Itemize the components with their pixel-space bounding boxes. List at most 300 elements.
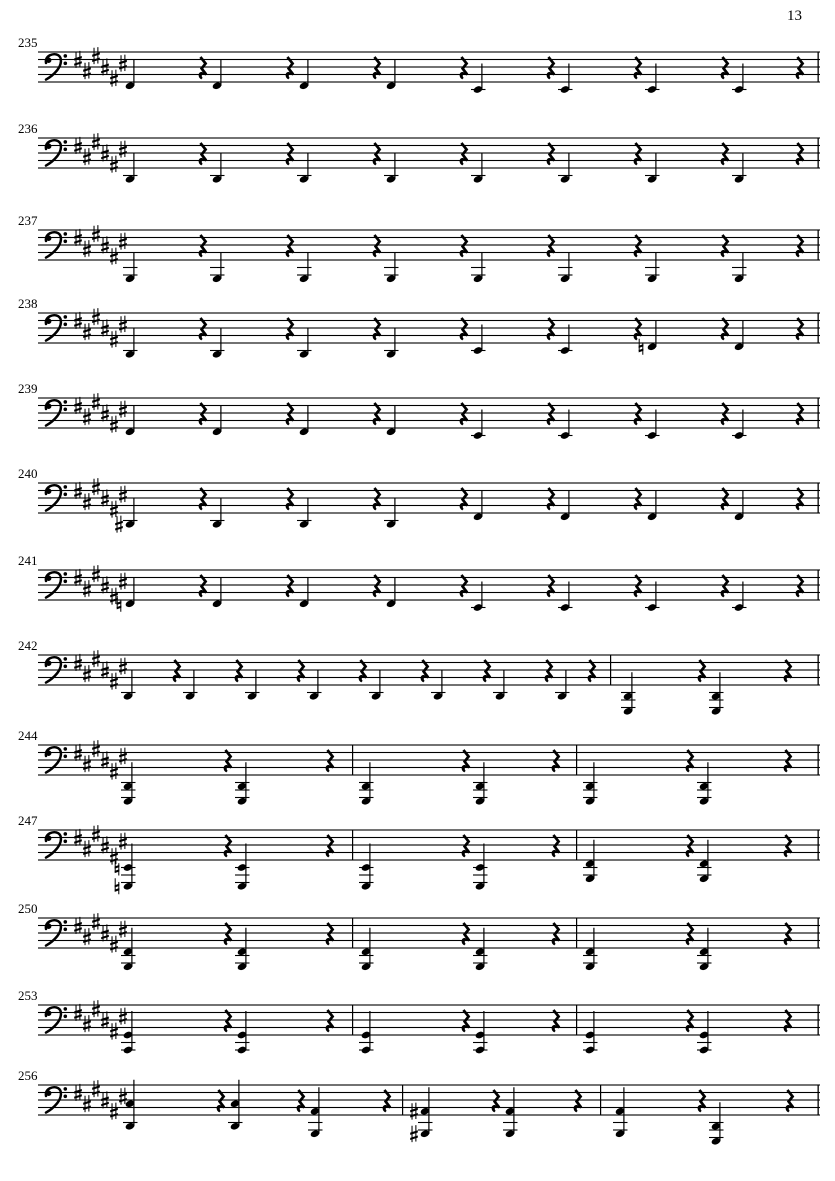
sharp-icon: [119, 55, 127, 72]
note-stem: [707, 928, 708, 967]
quarter-rest-icon: [687, 835, 694, 857]
note-stem: [307, 578, 308, 604]
ledger-line: [235, 874, 250, 875]
sharp-icon: [119, 573, 127, 590]
note-stem: [131, 844, 132, 887]
quarter-rest-icon: [461, 143, 468, 165]
staff-line: [38, 497, 820, 498]
quarter-rest-icon: [200, 403, 207, 425]
staff-line: [38, 312, 820, 313]
sharp-icon: [83, 1095, 91, 1112]
note-stem: [394, 328, 395, 354]
measure-number: 235: [18, 35, 38, 50]
quarter-rest-icon: [200, 318, 207, 340]
sharp-icon: [119, 748, 127, 765]
ledger-line: [245, 692, 260, 693]
quarter-rest-icon: [218, 1090, 225, 1112]
sharp-icon: [110, 936, 118, 953]
quarter-rest-icon: [374, 235, 381, 257]
ledger-line: [297, 267, 312, 268]
ledger-line: [121, 782, 136, 783]
note-stem: [307, 498, 308, 524]
sharp-icon: [83, 840, 91, 857]
ledger-line: [210, 274, 225, 275]
quarter-note: [210, 253, 225, 284]
quarter-rest-icon: [298, 1090, 305, 1112]
quarter-note: [645, 582, 660, 613]
sharp-icon: [92, 308, 100, 325]
sharp-icon: [83, 408, 91, 425]
staff-line: [38, 397, 820, 398]
ledger-line: [709, 699, 724, 700]
note-stem: [568, 325, 569, 351]
sharp-icon: [92, 478, 100, 495]
ledger-line: [123, 520, 138, 521]
note-stem: [707, 762, 708, 801]
quarter-rest-icon: [575, 1090, 582, 1112]
chord: [235, 928, 250, 972]
chord: [503, 1087, 518, 1138]
ledger-line: [613, 1129, 628, 1130]
note-stem: [568, 153, 569, 179]
system-239: [18, 381, 820, 440]
final-barline: [818, 398, 819, 428]
note-stem: [481, 153, 482, 179]
note-stem: [742, 410, 743, 436]
quarter-rest-icon: [327, 835, 334, 857]
ledger-line: [210, 267, 225, 268]
staff-line: [38, 59, 820, 60]
ledger-line: [123, 175, 138, 176]
quarter-rest-icon: [785, 835, 792, 857]
system-235: [18, 35, 820, 94]
note-stem: [245, 844, 246, 887]
final-barline: [818, 655, 819, 685]
note-stem: [307, 153, 308, 179]
chord: [697, 1011, 712, 1055]
staff-line: [38, 259, 820, 260]
note-stem: [307, 253, 308, 279]
quarter-rest-icon: [553, 923, 560, 945]
note-stem: [593, 762, 594, 801]
ledger-line: [558, 267, 573, 268]
staff-line: [38, 1019, 820, 1020]
note-stem: [655, 321, 656, 347]
sharp-icon: [83, 323, 91, 340]
ledger-line: [709, 707, 724, 708]
note-stem: [719, 1102, 720, 1141]
note-stem: [394, 60, 395, 86]
ledger-line: [359, 955, 374, 956]
quarter-note: [732, 253, 747, 284]
ledger-line: [621, 699, 636, 700]
note-stem: [655, 64, 656, 90]
quarter-rest-icon: [225, 835, 232, 857]
note-stem: [131, 1011, 132, 1050]
barline: [610, 655, 611, 685]
quarter-rest-icon: [722, 575, 729, 597]
quarter-note: [117, 578, 136, 612]
sharp-icon: [92, 650, 100, 667]
chord: [235, 1011, 250, 1055]
quarter-rest-icon: [287, 235, 294, 257]
ledger-line: [583, 797, 598, 798]
quarter-rest-icon: [553, 1010, 560, 1032]
ledger-line: [359, 962, 374, 963]
quarter-note: [732, 582, 747, 613]
barline: [402, 1085, 403, 1115]
note-stem: [707, 1011, 708, 1050]
ledger-line: [123, 274, 138, 275]
note-stem: [193, 670, 194, 696]
quarter-rest-icon: [589, 660, 596, 682]
quarter-rest-icon: [687, 750, 694, 772]
sharp-icon: [83, 665, 91, 682]
ledger-line: [297, 350, 312, 351]
system-247: [18, 813, 820, 894]
ledger-line: [697, 874, 712, 875]
sharp-icon: [119, 401, 127, 418]
quarter-rest-icon: [225, 750, 232, 772]
sharp-icon: [92, 393, 100, 410]
sharp-icon: [119, 141, 127, 158]
staff-line: [38, 759, 820, 760]
staff-line: [38, 1004, 820, 1005]
chord: [583, 1011, 598, 1055]
sharp-icon: [119, 658, 127, 675]
quarter-note: [471, 582, 486, 613]
note-stem: [255, 670, 256, 696]
staff-line: [38, 844, 820, 845]
staff-line: [38, 327, 820, 328]
note-stem: [568, 64, 569, 90]
ledger-line: [210, 350, 225, 351]
ledger-line: [709, 1129, 724, 1130]
chord: [697, 928, 712, 972]
quarter-rest-icon: [635, 235, 642, 257]
staff-line: [38, 767, 820, 768]
quarter-rest-icon: [797, 488, 804, 510]
note-stem: [441, 670, 442, 696]
measure-number: 237: [18, 213, 38, 228]
ledger-line: [210, 175, 225, 176]
ledger-line: [121, 797, 136, 798]
sharp-icon: [110, 331, 118, 348]
ledger-line: [558, 274, 573, 275]
chord: [583, 840, 598, 884]
note-stem: [220, 253, 221, 279]
note-stem: [317, 670, 318, 696]
note-stem: [220, 578, 221, 604]
quarter-rest-icon: [797, 235, 804, 257]
staff-line: [38, 137, 820, 138]
sharp-icon: [119, 316, 127, 333]
staff-line: [38, 51, 820, 52]
ledger-line: [473, 782, 488, 783]
sharp-icon: [92, 133, 100, 150]
ledger-line: [235, 1042, 250, 1043]
final-barline: [818, 1085, 819, 1115]
ledger-line: [471, 175, 486, 176]
sharp-icon: [92, 913, 100, 930]
note-stem: [655, 582, 656, 608]
staff-line: [38, 237, 820, 238]
staff-line: [38, 145, 820, 146]
quarter-rest-icon: [374, 575, 381, 597]
chord: [359, 762, 374, 806]
note-stem: [394, 498, 395, 524]
ledger-line: [359, 782, 374, 783]
quarter-rest-icon: [722, 403, 729, 425]
note-stem: [483, 928, 484, 967]
staff-line: [38, 917, 820, 918]
note-stem: [481, 64, 482, 90]
quarter-rest-icon: [360, 660, 367, 682]
sharp-icon: [110, 588, 118, 605]
quarter-rest-icon: [422, 660, 429, 682]
ledger-line: [359, 1042, 374, 1043]
ledger-line: [384, 267, 399, 268]
quarter-note: [645, 64, 660, 95]
sharp-icon: [83, 240, 91, 257]
quarter-note: [732, 410, 747, 441]
ledger-line: [709, 692, 724, 693]
note-stem: [245, 762, 246, 801]
ledger-line: [384, 520, 399, 521]
note-stem: [133, 578, 134, 604]
chord: [697, 840, 712, 884]
quarter-rest-icon: [785, 923, 792, 945]
ledger-line: [297, 520, 312, 521]
final-barline: [818, 745, 819, 775]
quarter-rest-icon: [327, 1010, 334, 1032]
staff-line: [38, 74, 820, 75]
sharp-icon: [110, 763, 118, 780]
note-stem: [483, 762, 484, 801]
note-stem: [742, 491, 743, 517]
ledger-line: [235, 782, 250, 783]
quarter-rest-icon: [787, 1090, 794, 1112]
ledger-line: [359, 882, 374, 883]
quarter-rest-icon: [797, 143, 804, 165]
staff-line: [38, 654, 820, 655]
measure-number: 247: [18, 813, 38, 828]
sharp-icon: [410, 1103, 418, 1120]
note-stem: [568, 253, 569, 279]
ledger-line: [121, 692, 136, 693]
ledger-line: [308, 1129, 323, 1130]
chord: [115, 844, 136, 895]
final-barline: [818, 313, 819, 343]
system-256: [18, 1068, 820, 1146]
note-stem: [565, 670, 566, 696]
staff-line: [38, 592, 820, 593]
chord: [583, 928, 598, 972]
note-stem: [481, 410, 482, 436]
ledger-line: [583, 789, 598, 790]
quarter-rest-icon: [722, 318, 729, 340]
sharp-icon: [92, 565, 100, 582]
quarter-rest-icon: [635, 318, 642, 340]
ledger-line: [621, 707, 636, 708]
quarter-rest-icon: [635, 143, 642, 165]
ledger-line: [732, 267, 747, 268]
quarter-note: [558, 325, 573, 356]
sharp-icon: [110, 1103, 118, 1120]
chord: [359, 928, 374, 972]
quarter-rest-icon: [461, 403, 468, 425]
staff-line: [38, 947, 820, 948]
quarter-rest-icon: [635, 57, 642, 79]
sharp-icon: [110, 156, 118, 173]
ledger-line: [697, 782, 712, 783]
final-barline: [818, 483, 819, 513]
ledger-line: [645, 175, 660, 176]
quarter-rest-icon: [722, 143, 729, 165]
sharp-icon: [119, 486, 127, 503]
staff-line: [38, 342, 820, 343]
final-barline: [818, 918, 819, 948]
system-241: [18, 553, 820, 612]
quarter-note: [384, 253, 399, 284]
ledger-line: [210, 520, 225, 521]
quarter-rest-icon: [797, 57, 804, 79]
quarter-rest-icon: [461, 57, 468, 79]
quarter-rest-icon: [553, 835, 560, 857]
measure-number: 256: [18, 1068, 38, 1083]
note-stem: [307, 60, 308, 86]
note-stem: [568, 410, 569, 436]
ledger-line: [473, 962, 488, 963]
ledger-line: [583, 1042, 598, 1043]
quarter-rest-icon: [374, 143, 381, 165]
note-stem: [133, 253, 134, 279]
quarter-rest-icon: [463, 750, 470, 772]
quarter-note: [471, 325, 486, 356]
staff-line: [38, 925, 820, 926]
ledger-line: [183, 692, 198, 693]
barline: [576, 918, 577, 948]
note-stem: [369, 762, 370, 801]
quarter-rest-icon: [722, 235, 729, 257]
quarter-rest-icon: [548, 57, 555, 79]
note-stem: [481, 582, 482, 608]
sharp-icon: [92, 825, 100, 842]
note-stem: [593, 840, 594, 879]
ledger-line: [621, 692, 636, 693]
chord: [359, 844, 374, 891]
ledger-line: [418, 1129, 433, 1130]
staff-line: [38, 81, 820, 82]
quarter-rest-icon: [200, 575, 207, 597]
sharp-icon: [110, 1023, 118, 1040]
sharp-icon: [83, 148, 91, 165]
quarter-rest-icon: [548, 403, 555, 425]
quarter-rest-icon: [225, 1010, 232, 1032]
ledger-line: [121, 962, 136, 963]
quarter-rest-icon: [463, 1010, 470, 1032]
quarter-rest-icon: [461, 488, 468, 510]
measure-number: 241: [18, 553, 38, 568]
sharp-icon: [110, 848, 118, 865]
staff-line: [38, 512, 820, 513]
staff-line: [38, 405, 820, 406]
note-stem: [394, 253, 395, 279]
note-stem: [481, 325, 482, 351]
ledger-line: [121, 874, 136, 875]
quarter-rest-icon: [287, 403, 294, 425]
ledger-line: [645, 274, 660, 275]
quarter-rest-icon: [374, 57, 381, 79]
ledger-line: [123, 350, 138, 351]
ledger-line: [235, 789, 250, 790]
sharp-icon: [119, 921, 127, 938]
ledger-line: [697, 1042, 712, 1043]
ledger-line: [359, 789, 374, 790]
staff-line: [38, 829, 820, 830]
final-barline: [818, 52, 819, 82]
quarter-rest-icon: [546, 660, 553, 682]
chord: [709, 1102, 724, 1146]
quarter-rest-icon: [548, 143, 555, 165]
note-stem: [655, 491, 656, 517]
quarter-rest-icon: [548, 318, 555, 340]
final-barline: [818, 570, 819, 600]
ledger-line: [732, 175, 747, 176]
ledger-line: [503, 1129, 518, 1130]
quarter-rest-icon: [687, 923, 694, 945]
sharp-icon: [92, 225, 100, 242]
quarter-rest-icon: [463, 835, 470, 857]
ledger-line: [709, 1122, 724, 1123]
staff-line: [38, 1012, 820, 1013]
ledger-line: [235, 962, 250, 963]
chord: [308, 1087, 323, 1138]
ledger-line: [121, 955, 136, 956]
note-stem: [369, 1011, 370, 1050]
staff-line: [38, 412, 820, 413]
system-244: [18, 728, 820, 806]
system-236: [18, 121, 820, 184]
sharp-icon: [83, 580, 91, 597]
quarter-rest-icon: [461, 575, 468, 597]
sharp-icon: [119, 833, 127, 850]
ledger-line: [583, 874, 598, 875]
measure-number: 242: [18, 638, 38, 653]
staff-line: [38, 229, 820, 230]
measure-number: 240: [18, 466, 38, 481]
barline: [352, 918, 353, 948]
measure-number: 250: [18, 901, 38, 916]
chord: [621, 672, 636, 716]
quarter-note: [732, 64, 747, 95]
quarter-rest-icon: [174, 660, 181, 682]
quarter-rest-icon: [287, 57, 294, 79]
ledger-line: [471, 274, 486, 275]
note-stem: [133, 328, 134, 354]
final-barline: [818, 230, 819, 260]
ledger-line: [697, 962, 712, 963]
ledger-line: [123, 267, 138, 268]
sharp-icon: [83, 1015, 91, 1032]
ledger-line: [473, 955, 488, 956]
barline: [352, 830, 353, 860]
quarter-rest-icon: [548, 235, 555, 257]
staff-line: [38, 774, 820, 775]
quarter-rest-icon: [384, 1090, 391, 1112]
quarter-rest-icon: [327, 923, 334, 945]
system-253: [18, 988, 820, 1055]
